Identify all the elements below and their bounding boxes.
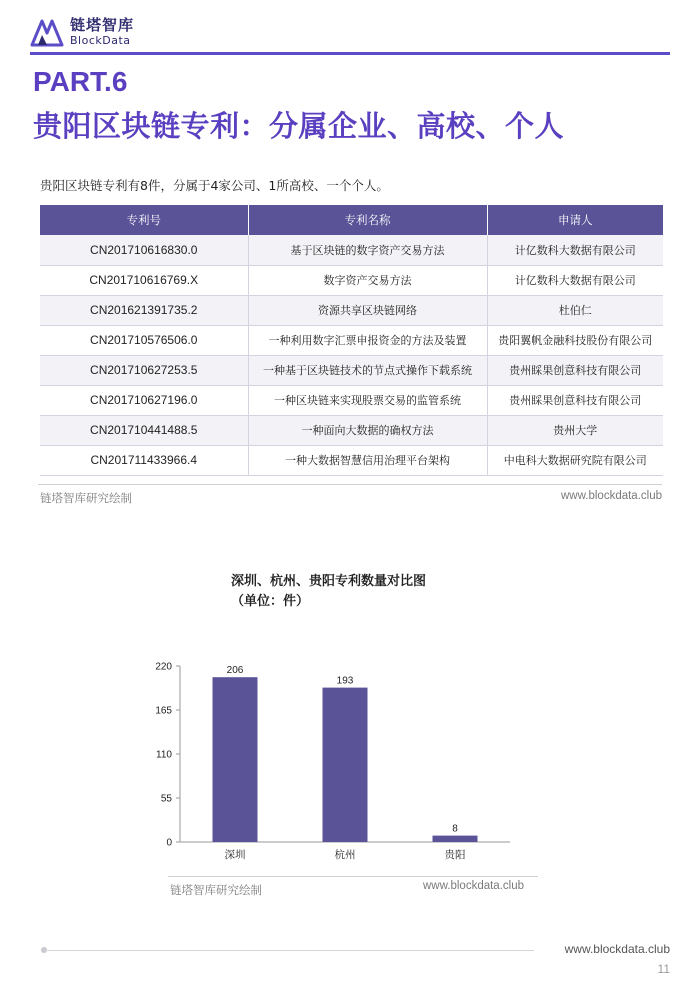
bar-value-label: 8 — [452, 823, 458, 835]
source-url: www.blockdata.club — [561, 490, 662, 502]
table-row — [40, 445, 663, 475]
chart-title — [231, 572, 426, 612]
applicant-cell: 计亿数科大数据有限公司 — [487, 265, 663, 295]
bar-value-label: 193 — [336, 675, 354, 687]
part-label: PART.6 — [33, 66, 128, 97]
y-tick-label: 220 — [155, 661, 172, 673]
applicant-cell: 计亿数科大数据有限公司 — [487, 235, 663, 265]
source-credit: 链塔智库研究绘制 — [40, 491, 132, 505]
column-header-applicant: 申请人 — [487, 205, 663, 235]
bar — [213, 677, 258, 842]
footer-divider — [44, 950, 534, 951]
table-row — [40, 355, 663, 385]
chart-source-url: www.blockdata.club — [423, 880, 524, 892]
chart-unit-text: （单位：件） — [231, 594, 310, 609]
applicant-cell: 贵州睬果创意科技有限公司 — [487, 355, 663, 385]
table-row — [40, 235, 663, 265]
footer-url: www.blockdata.club — [564, 942, 670, 956]
patent-table — [40, 205, 663, 476]
patent-name-cell: 一种大数据智慧信用治理平台架构 — [248, 445, 487, 475]
x-category-label: 贵阳 — [444, 849, 466, 861]
column-header-patent-name: 专利名称 — [248, 205, 487, 235]
column-header-patent-number: 专利号 — [40, 205, 248, 235]
table-row — [40, 325, 663, 355]
bar-value-label: 206 — [226, 665, 244, 677]
y-tick-label: 165 — [155, 705, 172, 717]
applicant-cell: 贵州大学 — [487, 415, 663, 445]
patent-name-cell: 一种利用数字汇票申报资金的方法及装置 — [248, 325, 487, 355]
patent-number-cell: CN201710576506.0 — [40, 325, 248, 355]
header-divider — [30, 52, 670, 55]
x-category-label: 杭州 — [334, 849, 356, 861]
patent-number-cell: CN201710627196.0 — [40, 385, 248, 415]
table-row — [40, 385, 663, 415]
patent-count-bar-chart — [140, 650, 520, 870]
patent-name-cell: 一种面向大数据的确权方法 — [248, 415, 487, 445]
intro-text: 贵阳区块链专利有8件，分属于4家公司、1所高校、一个个人。 — [40, 178, 389, 193]
patent-number-cell: CN201710616830.0 — [40, 235, 248, 265]
patent-name-cell: 数字资产交易方法 — [248, 265, 487, 295]
y-tick-label: 0 — [166, 837, 172, 849]
table-row — [40, 415, 663, 445]
table-header-row — [40, 205, 663, 235]
applicant-cell: 贵州睬果创意科技有限公司 — [487, 385, 663, 415]
source-divider — [38, 484, 662, 485]
brand-header — [30, 14, 134, 50]
patent-name-cell: 一种区块链来实现股票交易的监管系统 — [248, 385, 487, 415]
blockdata-logo-icon — [30, 17, 64, 47]
page-number: 11 — [657, 962, 670, 976]
patent-number-cell: CN201710616769.X — [40, 265, 248, 295]
applicant-cell: 杜伯仁 — [487, 295, 663, 325]
y-tick-label: 110 — [156, 749, 172, 761]
y-tick-label: 55 — [160, 793, 172, 805]
patent-name-cell: 基于区块链的数字资产交易方法 — [248, 235, 487, 265]
x-category-label: 深圳 — [224, 849, 246, 861]
patent-number-cell: CN201710627253.5 — [40, 355, 248, 385]
table-row — [40, 265, 663, 295]
applicant-cell: 贵阳翼帆金融科技股份有限公司 — [487, 325, 663, 355]
chart-source-credit: 链塔智库研究绘制 — [170, 883, 262, 897]
logo-text-en: BlockData — [70, 34, 131, 47]
bar — [433, 836, 478, 842]
patent-number-cell: CN201711433966.4 — [40, 445, 248, 475]
chart-source-divider — [168, 876, 538, 877]
bar — [323, 688, 368, 842]
logo-text-cn: 链塔智库 — [70, 16, 135, 34]
patent-number-cell: CN201621391735.2 — [40, 295, 248, 325]
table-row — [40, 295, 663, 325]
chart-title-text: 深圳、杭州、贵阳专利数量对比图 — [231, 574, 427, 589]
section-title: 贵阳区块链专利：分属企业、高校、个人 — [33, 109, 565, 143]
patent-name-cell: 资源共享区块链网络 — [248, 295, 487, 325]
patent-number-cell: CN201710441488.5 — [40, 415, 248, 445]
applicant-cell: 中电科大数据研究院有限公司 — [487, 445, 663, 475]
patent-name-cell: 一种基于区块链技术的节点式操作下载系统 — [248, 355, 487, 385]
